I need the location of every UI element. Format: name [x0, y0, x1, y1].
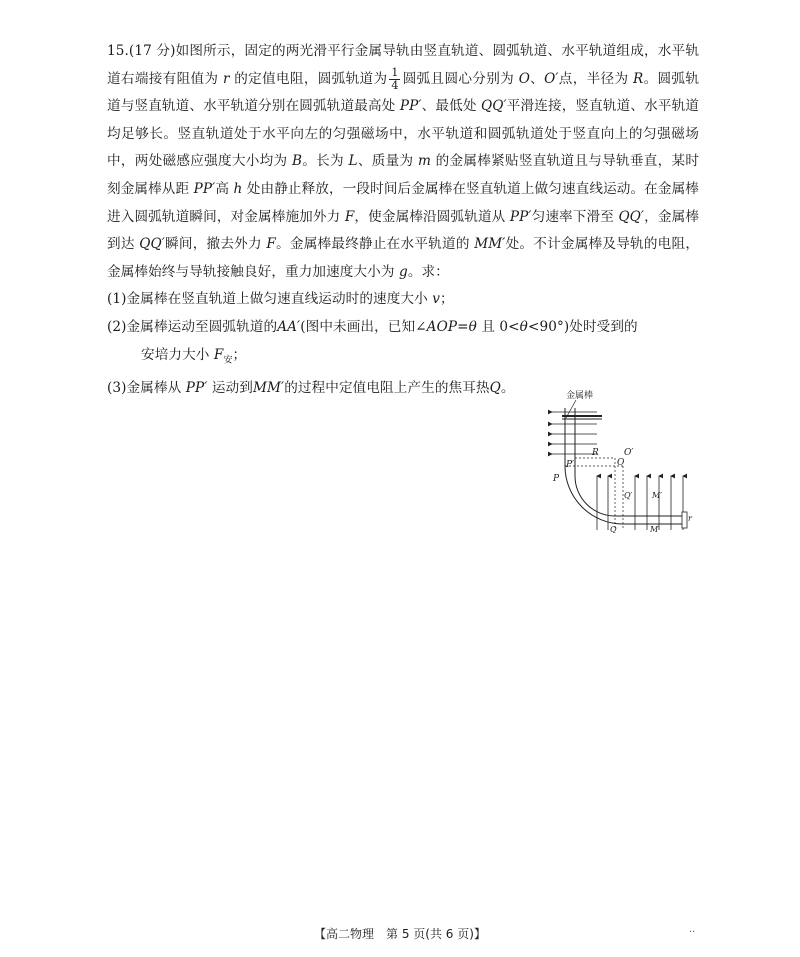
arc-rail-inner — [575, 476, 615, 516]
var-AOP: AOP — [426, 318, 458, 335]
rail-diagram — [542, 388, 702, 533]
var-PP: PP′ — [509, 208, 532, 225]
text: 处由静止释放，一段时间后金属棒在竖直轨道上做匀速直线运动。在金属棒进入圆弧轨道瞬间，对金属棒施加外力 — [107, 180, 699, 225]
text: (2)金属棒运动至圆弧轨道的 — [107, 318, 278, 335]
text: 。金属棒最终静止在水平轨道的 — [275, 236, 470, 253]
text: 安培力大小 — [141, 346, 210, 363]
label-Qprime: Q′ — [624, 491, 633, 500]
corner-mark: ·· — [689, 927, 696, 938]
var-MM: MM′ — [252, 379, 285, 396]
text: 的过程中定值电阻上产生的焦耳热 — [284, 379, 490, 396]
subscript-an: 安 — [223, 355, 233, 366]
text: = — [457, 318, 469, 335]
var-PP: PP′ — [193, 180, 216, 197]
text: 。长为 — [302, 153, 344, 170]
var-m: m — [417, 153, 431, 170]
var-g: g — [399, 263, 408, 280]
text: 平滑连接，竖直轨道、水平轨道均足够长。竖直轨道处于水平向左的匀强磁场中，水平轨道和圆弧轨道处于竖直向上的匀强磁场中，两处磁感应强度大小均为 — [107, 98, 699, 170]
var-QQ: QQ′ — [481, 98, 507, 115]
question-2 — [107, 314, 699, 342]
text: 的金属棒紧贴竖直轨道且与导轨垂直，某时刻金属棒从距 — [107, 153, 700, 197]
var-PP: PP′ — [185, 379, 208, 396]
var-Q: Q — [489, 379, 501, 396]
var-O: O — [518, 70, 530, 87]
text: ，使金属棒沿圆弧轨道从 — [354, 208, 506, 225]
problem-15 — [107, 38, 699, 402]
text: 。圆弧轨道与竖直轨道、水平轨道分别在圆弧轨道最高处 — [107, 70, 700, 115]
text: 瞬间，撤去外力 — [164, 236, 262, 253]
vertical-field-arrows — [597, 476, 683, 530]
text: ； — [440, 291, 454, 308]
arc-rail-outer — [565, 466, 623, 524]
label-M: M — [650, 525, 659, 533]
label-Q: Q — [610, 525, 617, 533]
label-O: O — [617, 458, 625, 468]
var-F: F — [266, 236, 276, 253]
var-R: R — [633, 70, 644, 87]
var-theta: θ — [468, 318, 477, 335]
question-1 — [107, 286, 699, 314]
page-footer: 【高二物理 第 5 页(共 6 页)】 — [314, 927, 486, 941]
text: 。 — [500, 379, 515, 396]
text: 如图所示，固定的两光滑平行金属导轨由竖直轨道、圆弧轨道、水平轨道组成，水平轨道右端接有阻值为 — [107, 43, 700, 87]
var-Oprime: O′ — [544, 70, 559, 87]
physics-figure — [542, 388, 702, 533]
text: 且 0< — [481, 318, 520, 335]
text: 处。不计金属棒及导轨的电阻，金属棒始终与导轨接触良好，重力加速度大小为 — [107, 236, 700, 280]
text: ； — [232, 346, 247, 363]
var-h: h — [233, 180, 243, 197]
label-Pprime: P′ — [566, 460, 575, 470]
problem-points: (17 分) — [128, 43, 176, 59]
var-F-ampere: F — [213, 346, 224, 363]
label-r: r — [688, 514, 692, 523]
label-Mprime: M′ — [652, 491, 663, 500]
var-QQ: QQ′ — [618, 208, 645, 225]
frac-num: 1 — [391, 65, 399, 79]
var-theta: θ — [519, 318, 528, 335]
problem-number: 15. — [107, 43, 129, 59]
var-F: F — [344, 208, 355, 225]
var-AA: AA′ — [277, 318, 301, 335]
text: 圆弧且圆心分别为 — [402, 70, 515, 87]
text: 匀速率下滑至 — [531, 208, 614, 225]
text: (图中未画出，已知∠ — [300, 318, 427, 335]
problem-statement — [107, 38, 699, 286]
label-P: P — [553, 474, 560, 484]
text: 点，半径为 — [558, 70, 629, 87]
question-2-cont — [107, 342, 699, 375]
text: 、质量为 — [357, 153, 414, 170]
text: 的定值电阻，圆弧轨道为 — [234, 70, 388, 87]
text: (1)金属棒在竖直轨道上做匀速直线运动时的速度大小 — [107, 291, 428, 308]
text: 、最低处 — [421, 98, 477, 115]
var-PP: PP′ — [399, 98, 422, 115]
var-r: r — [223, 70, 230, 87]
resistor-r — [682, 512, 687, 528]
label-rod: 金属棒 — [566, 391, 594, 401]
fraction-one-quarter — [389, 67, 400, 92]
text: 。求： — [407, 263, 449, 280]
label-Oprime: O′ — [624, 448, 634, 458]
var-v: v — [432, 291, 441, 308]
var-QQ: QQ′ — [139, 236, 165, 253]
var-L: L — [348, 153, 358, 170]
text: 、 — [529, 70, 545, 87]
text: (3)金属棒从 — [107, 379, 182, 396]
var-MM: MM′ — [474, 236, 506, 253]
var-B: B — [292, 153, 303, 170]
text: 高 — [215, 180, 230, 197]
frac-den: 4 — [391, 78, 399, 92]
text: <90°)处时受到的 — [527, 318, 638, 335]
text: 运动到 — [211, 379, 253, 396]
text: ，金属棒到达 — [107, 208, 700, 253]
label-R: R — [592, 448, 599, 458]
